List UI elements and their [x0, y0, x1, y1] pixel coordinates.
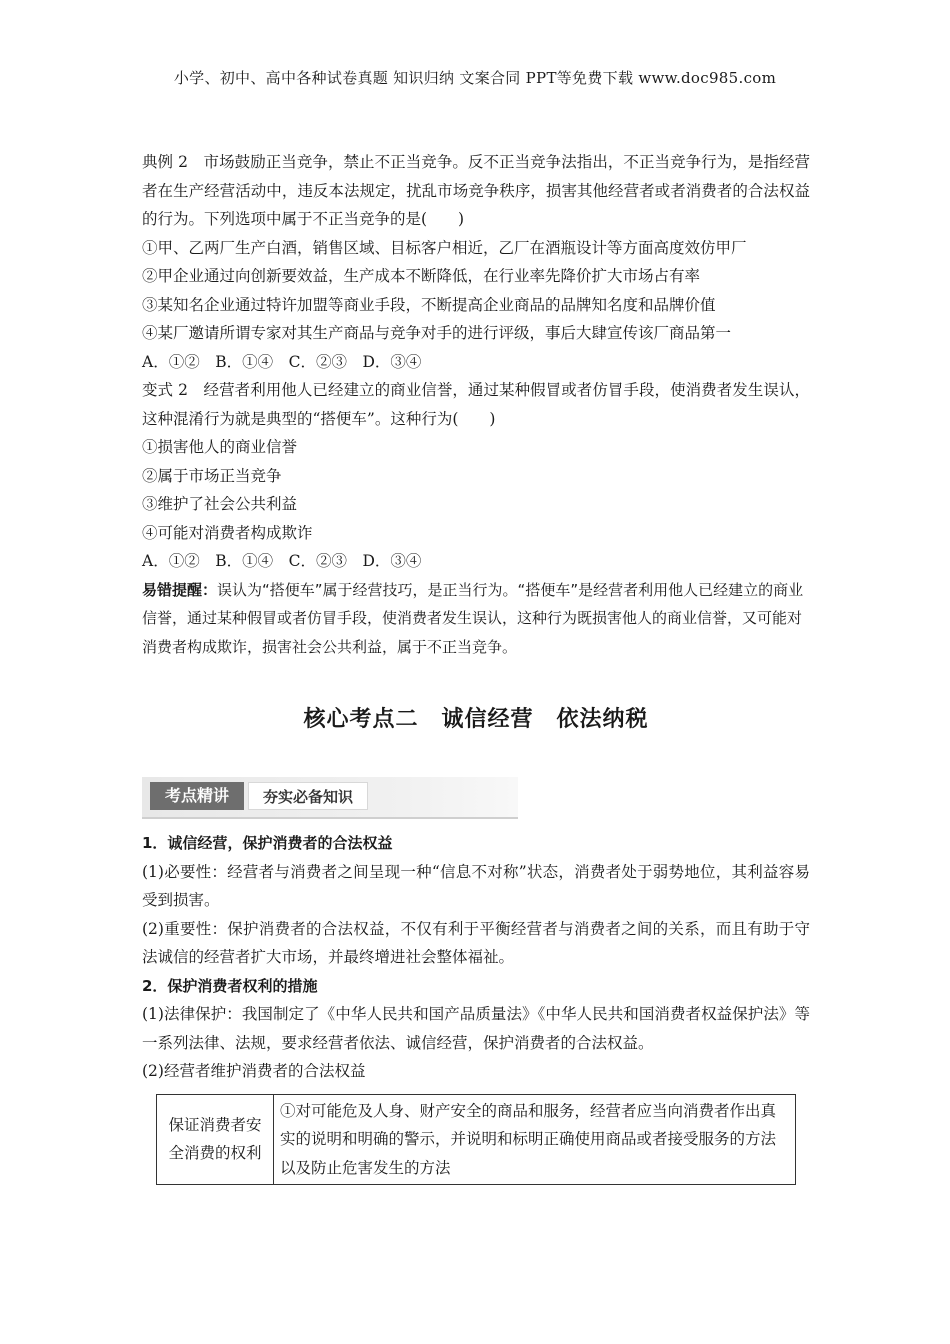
example2-choices: A．①② B．①④ C．②③ D．③④ — [142, 352, 422, 371]
section-banner — [142, 777, 518, 819]
page-header: 小学、初中、高中各种试卷真题 知识归纳 文案合同 PPT等免费下载 www.doc985.com — [173, 69, 777, 87]
variant2-option-1: ①损害他人的商业信誉 — [142, 438, 298, 456]
table-row-content: ①对可能危及人身、财产安全的商品和服务，经营者应当向消费者作出真实的说明和明确的警示，并说明和标明正确使用商品或者接受服务的方法以及防止危害发生的方法 — [274, 1094, 796, 1185]
example2-stem: 典例 2 市场鼓励正当竞争，禁止不正当竞争。反不正当竞争法指出，不正当竞争行为，是指经营者在生产经营活动中，违反本法规定，扰乱市场竞争秩序，损害其他经营者或者消费者的合法权益的行为。下列选项中属于不正当竞争的是( ) — [142, 153, 810, 228]
variant2-option-3: ③维护了社会公共利益 — [142, 495, 298, 513]
point2-operator-duty: (2)经营者维护消费者的合法权益 — [142, 1062, 366, 1080]
table-row — [157, 1094, 796, 1185]
point2-legal-protection: (1)法律保护：我国制定了《中华人民共和国产品质量法》《中华人民共和国消费者权益保护法》等一系列法律、法规，要求经营者依法、诚信经营，保护消费者的合法权益。 — [142, 1005, 810, 1052]
point1-importance: (2)重要性：保护消费者的合法权益，不仅有利于平衡经营者与消费者之间的关系，而且有助于守法诚信的经营者扩大市场，并最终增进社会整体福祉。 — [142, 919, 810, 966]
error-tip-label: 易错提醒： — [142, 580, 218, 599]
variant2-option-4: ④可能对消费者构成欺诈 — [142, 523, 313, 542]
error-tip-text: 误认为“搭便车”属于经营技巧，是正当行为。“搭便车”是经营者利用他人已经建立的商业信誉，通过某种假冒或者仿冒手段，使消费者发生误认，这种行为既损害他人的商业信誉，又可能对消费者构成欺诈，损害社会公共利益，属于不正当竞争。 — [142, 580, 804, 656]
rights-table — [156, 1094, 796, 1186]
banner-subtitle: 夯实必备知识 — [248, 782, 368, 810]
point1-heading: 1．诚信经营，保护消费者的合法权益 — [142, 834, 393, 852]
section-title: 核心考点二 诚信经营 依法纳税 — [303, 707, 649, 732]
point1-necessity: (1)必要性：经营者与消费者之间呈现一种“信息不对称”状态，消费者处于弱势地位，其利益容易受到损害。 — [142, 862, 810, 909]
banner-tag: 考点精讲 — [150, 782, 244, 810]
variant2-choices: A．①② B．①④ C．②③ D．③④ — [142, 552, 422, 570]
error-tip — [142, 576, 810, 662]
variant2-option-2: ②属于市场正当竞争 — [142, 466, 282, 485]
example2-option-1: ①甲、乙两厂生产白酒，销售区域、目标客户相近，乙厂在酒瓶设计等方面高度效仿甲厂 — [142, 238, 747, 257]
example2-option-2: ②甲企业通过向创新要效益，生产成本不断降低，在行业率先降价扩大市场占有率 — [142, 267, 701, 285]
example2-option-3: ③某知名企业通过特许加盟等商业手段，不断提高企业商品的品牌知名度和品牌价值 — [142, 295, 716, 314]
point2-heading: 2．保护消费者权利的措施 — [142, 976, 318, 995]
variant2-stem: 变式 2 经营者利用他人已经建立的商业信誉，通过某种假冒或者仿冒手段，使消费者发生误认，这种混淆行为就是典型的“搭便车”。这种行为( ) — [142, 381, 810, 428]
document-body — [142, 148, 810, 1185]
table-row-label: 保证消费者安全消费的权利 — [157, 1094, 274, 1185]
example2-option-4: ④某厂邀请所谓专家对其生产商品与竞争对手的进行评级，事后大肆宣传该厂商品第一 — [142, 324, 732, 342]
